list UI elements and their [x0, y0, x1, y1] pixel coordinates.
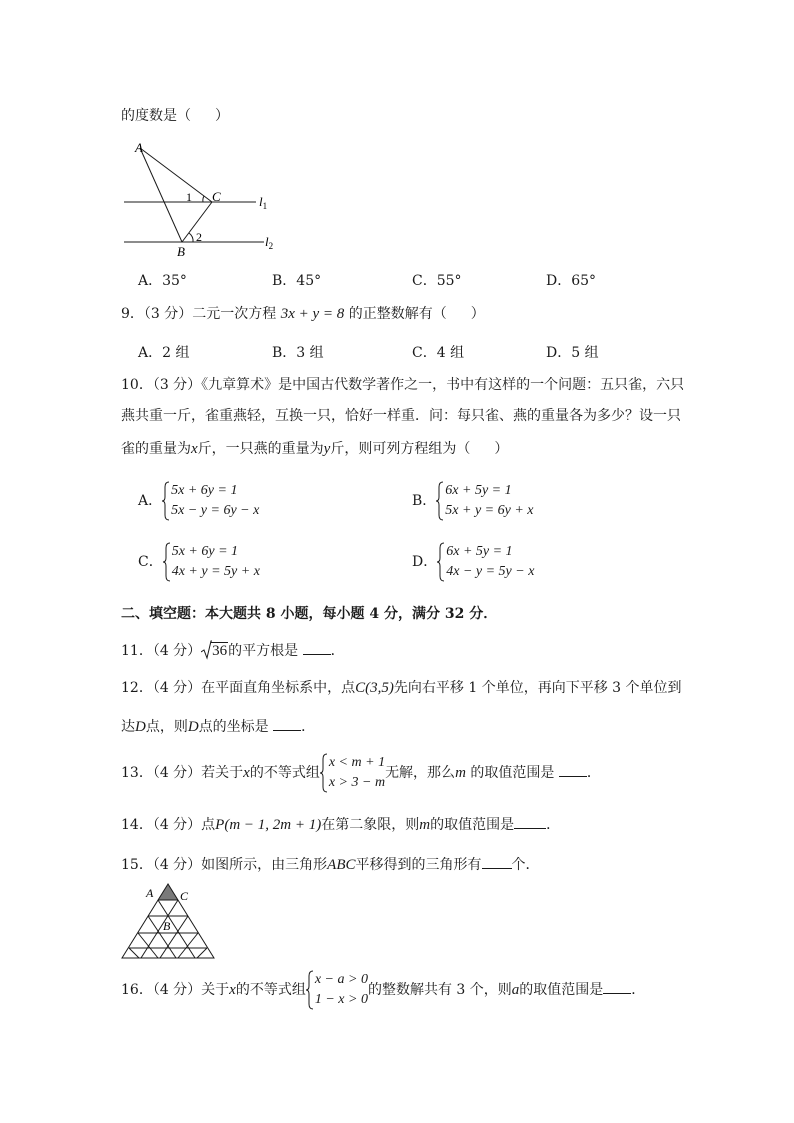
q15-prefix: 15．（4 分）如图所示，由三角形	[121, 857, 328, 873]
q11-end: ．	[330, 643, 345, 659]
brace-icon	[162, 481, 170, 521]
q16-prefix: 16．（4 分）关于	[121, 982, 230, 998]
q8-option-a[interactable]: A．35°	[138, 273, 187, 289]
segment-ac	[140, 148, 212, 202]
q10-line3	[121, 440, 508, 458]
q14-point: P(m − 1, 2m + 1)	[215, 817, 322, 833]
q12-suffix: 先向右平移 1 个单位，再向下平移 3 个单位到	[393, 680, 682, 696]
q8-figure	[118, 138, 288, 263]
label-l1: $l_1$	[259, 194, 268, 211]
q10-option-a-label: A．	[138, 493, 163, 509]
q8-stem-tail	[121, 107, 229, 125]
q10-option-c[interactable]	[138, 542, 260, 582]
label-b: B	[163, 919, 171, 933]
q10-option-d-eq1: 6x + 5y = 1	[446, 544, 513, 559]
q9-option-d[interactable]: D．5 组	[546, 345, 599, 361]
brace-icon	[437, 542, 445, 582]
q14-prefix: 14．（4 分）点	[121, 817, 216, 833]
q10-option-c-eq2: 4x + y = 5y + x	[171, 564, 260, 579]
label-l2: $l_2$	[265, 234, 274, 251]
q10-var-y: y	[323, 441, 331, 457]
shaded-triangle-abc	[158, 884, 178, 900]
q9-suffix: 的正整数解有（	[348, 306, 447, 322]
label-a: A	[135, 140, 143, 155]
q10-line3-a: 雀的重量为	[121, 441, 191, 457]
q10-option-c-label: C．	[138, 554, 163, 570]
q16-stem	[121, 969, 645, 1011]
q10-line1: 10．（3 分）《九章算术》是中国古代数学著作之一，书中有这样的一个问题：五只雀，六只	[121, 377, 685, 393]
q8-stem-close: ）	[215, 108, 229, 124]
q10-line3-c: 斤，则可列方程组为（	[330, 441, 471, 457]
brace-icon	[163, 542, 171, 582]
q15-figure	[118, 880, 218, 962]
q13-var-m: m	[455, 765, 466, 781]
q12-d1: D	[135, 719, 146, 735]
q8-option-b[interactable]: B．45°	[272, 273, 322, 289]
q13-var: x	[243, 765, 250, 781]
q12-prefix: 12．（4 分）在平面直角坐标系中，点	[121, 680, 356, 696]
label-b: B	[177, 244, 185, 259]
q8-option-c[interactable]: C．55°	[412, 273, 462, 289]
q13-end: ．	[586, 765, 601, 781]
q16-answer-blank[interactable]	[603, 980, 631, 994]
q11-sqrt	[201, 642, 228, 660]
q13-answer-blank[interactable]	[559, 763, 587, 777]
q12-point: C(3,5)	[355, 680, 394, 696]
q11-answer-blank[interactable]	[303, 641, 331, 655]
q16-end: ．	[631, 982, 646, 998]
q15-triangle: ABC	[327, 857, 356, 873]
q15-answer-blank[interactable]	[482, 855, 512, 869]
q10-line3-b: 斤，一只燕的重量为	[197, 441, 324, 457]
q14-stem	[121, 815, 560, 834]
q12-answer-blank[interactable]	[273, 717, 301, 731]
q10-var-x: x	[191, 441, 198, 457]
q14-var-m: m	[419, 817, 431, 833]
q10-line2: 燕共重一斤，雀重燕轻，互换一只，恰好一样重．问：每只雀、燕的重量各为多少？设一只	[121, 408, 681, 424]
q9-prefix: 9．（3 分）二元一次方程	[121, 306, 277, 322]
q9-stem	[121, 305, 485, 323]
q9-close: ）	[470, 306, 485, 322]
q14-mid: 在第二象限，则	[321, 817, 420, 833]
q11-radicand: 36	[212, 643, 228, 659]
q10-option-b-system	[436, 481, 533, 521]
q12-d2: D	[187, 719, 199, 735]
q10-option-b[interactable]	[412, 481, 534, 521]
q14-end: ．	[546, 817, 561, 833]
q14-suffix: 的取值范围是	[430, 817, 515, 833]
brace-icon	[306, 970, 314, 1010]
radical-icon	[201, 640, 212, 660]
angle2-arc	[189, 233, 193, 242]
q10-option-a-eq2: 5x − y = 6y − x	[171, 503, 260, 518]
q11-stem	[121, 641, 345, 660]
q12-line2-c: 点的坐标是	[198, 719, 274, 735]
q10-option-b-label: B．	[412, 493, 437, 509]
q10-option-d-eq2: 4x − y = 5y − x	[446, 564, 535, 579]
q16-system	[306, 970, 368, 1010]
q8-stem-text: 的度数是（	[121, 108, 191, 124]
label-c: C	[180, 889, 189, 903]
q12-line1	[121, 679, 682, 697]
q9-option-b[interactable]: B．3 组	[272, 345, 324, 361]
q15-end: 个．	[511, 857, 540, 873]
segment-ab	[140, 148, 182, 242]
q11-prefix: 11．（4 分）	[121, 643, 202, 659]
q10-option-a-eq1: 5x + 6y = 1	[171, 483, 238, 498]
q13-system	[320, 753, 385, 793]
q9-option-a[interactable]: A．2 组	[138, 345, 190, 361]
label-c: C	[212, 189, 221, 204]
q13-suffix: 无解，那么	[385, 765, 456, 781]
q10-option-d-label: D．	[412, 554, 438, 570]
q13-stem	[121, 752, 601, 794]
q10-option-b-eq2: 5x + y = 6y + x	[445, 503, 534, 518]
q10-option-a[interactable]	[138, 481, 259, 521]
q15-suffix: 平移得到的三角形有	[355, 857, 482, 873]
q10-option-d-system	[437, 542, 534, 582]
q8-option-d[interactable]: D．65°	[546, 273, 597, 289]
q12-line2-a: 达	[121, 719, 135, 735]
q9-equation: 3x + y = 8	[280, 306, 345, 322]
brace-icon	[436, 481, 444, 521]
q13-suffix2: 的取值范围是	[465, 765, 559, 781]
q10-option-a-system	[162, 481, 259, 521]
q13-prefix: 13．（4 分）若关于	[121, 765, 244, 781]
label-angle2: 2	[196, 230, 202, 244]
q16-eq1: x − a > 0	[314, 972, 368, 987]
section-heading: 二、填空题：本大题共 8 小题，每小题 4 分，满分 32 分．	[121, 606, 498, 622]
q15-stem	[121, 855, 540, 874]
brace-icon	[320, 753, 328, 793]
q10-option-c-system	[163, 542, 260, 582]
q16-var: x	[229, 982, 236, 998]
q11-suffix: 的平方根是	[228, 643, 303, 659]
q12-line2	[121, 717, 315, 736]
q14-answer-blank[interactable]	[514, 815, 546, 829]
q16-var-a: a	[511, 982, 520, 998]
q16-mid: 的不等式组	[235, 982, 306, 998]
q13-eq1: x < m + 1	[328, 755, 386, 770]
q12-line2-b: 点，则	[145, 719, 188, 735]
q16-suffix: 的整数解共有 3 个，则	[367, 982, 512, 998]
q10-option-c-eq1: 5x + 6y = 1	[171, 544, 239, 559]
q13-mid: 的不等式组	[249, 765, 320, 781]
q10-line3-close: ）	[494, 441, 509, 457]
q10-option-b-eq1: 6x + 5y = 1	[445, 483, 512, 498]
label-a: A	[146, 886, 154, 900]
q13-eq2: x > 3 − m	[328, 775, 386, 790]
label-angle1: 1	[186, 190, 192, 204]
q9-option-c[interactable]: C．4 组	[412, 345, 465, 361]
q16-suffix2: 的取值范围是	[519, 982, 604, 998]
q12-end: ．	[301, 719, 316, 735]
q16-eq2: 1 − x > 0	[314, 992, 368, 1007]
q10-option-d[interactable]	[412, 542, 534, 582]
angle1-arc	[203, 196, 204, 202]
